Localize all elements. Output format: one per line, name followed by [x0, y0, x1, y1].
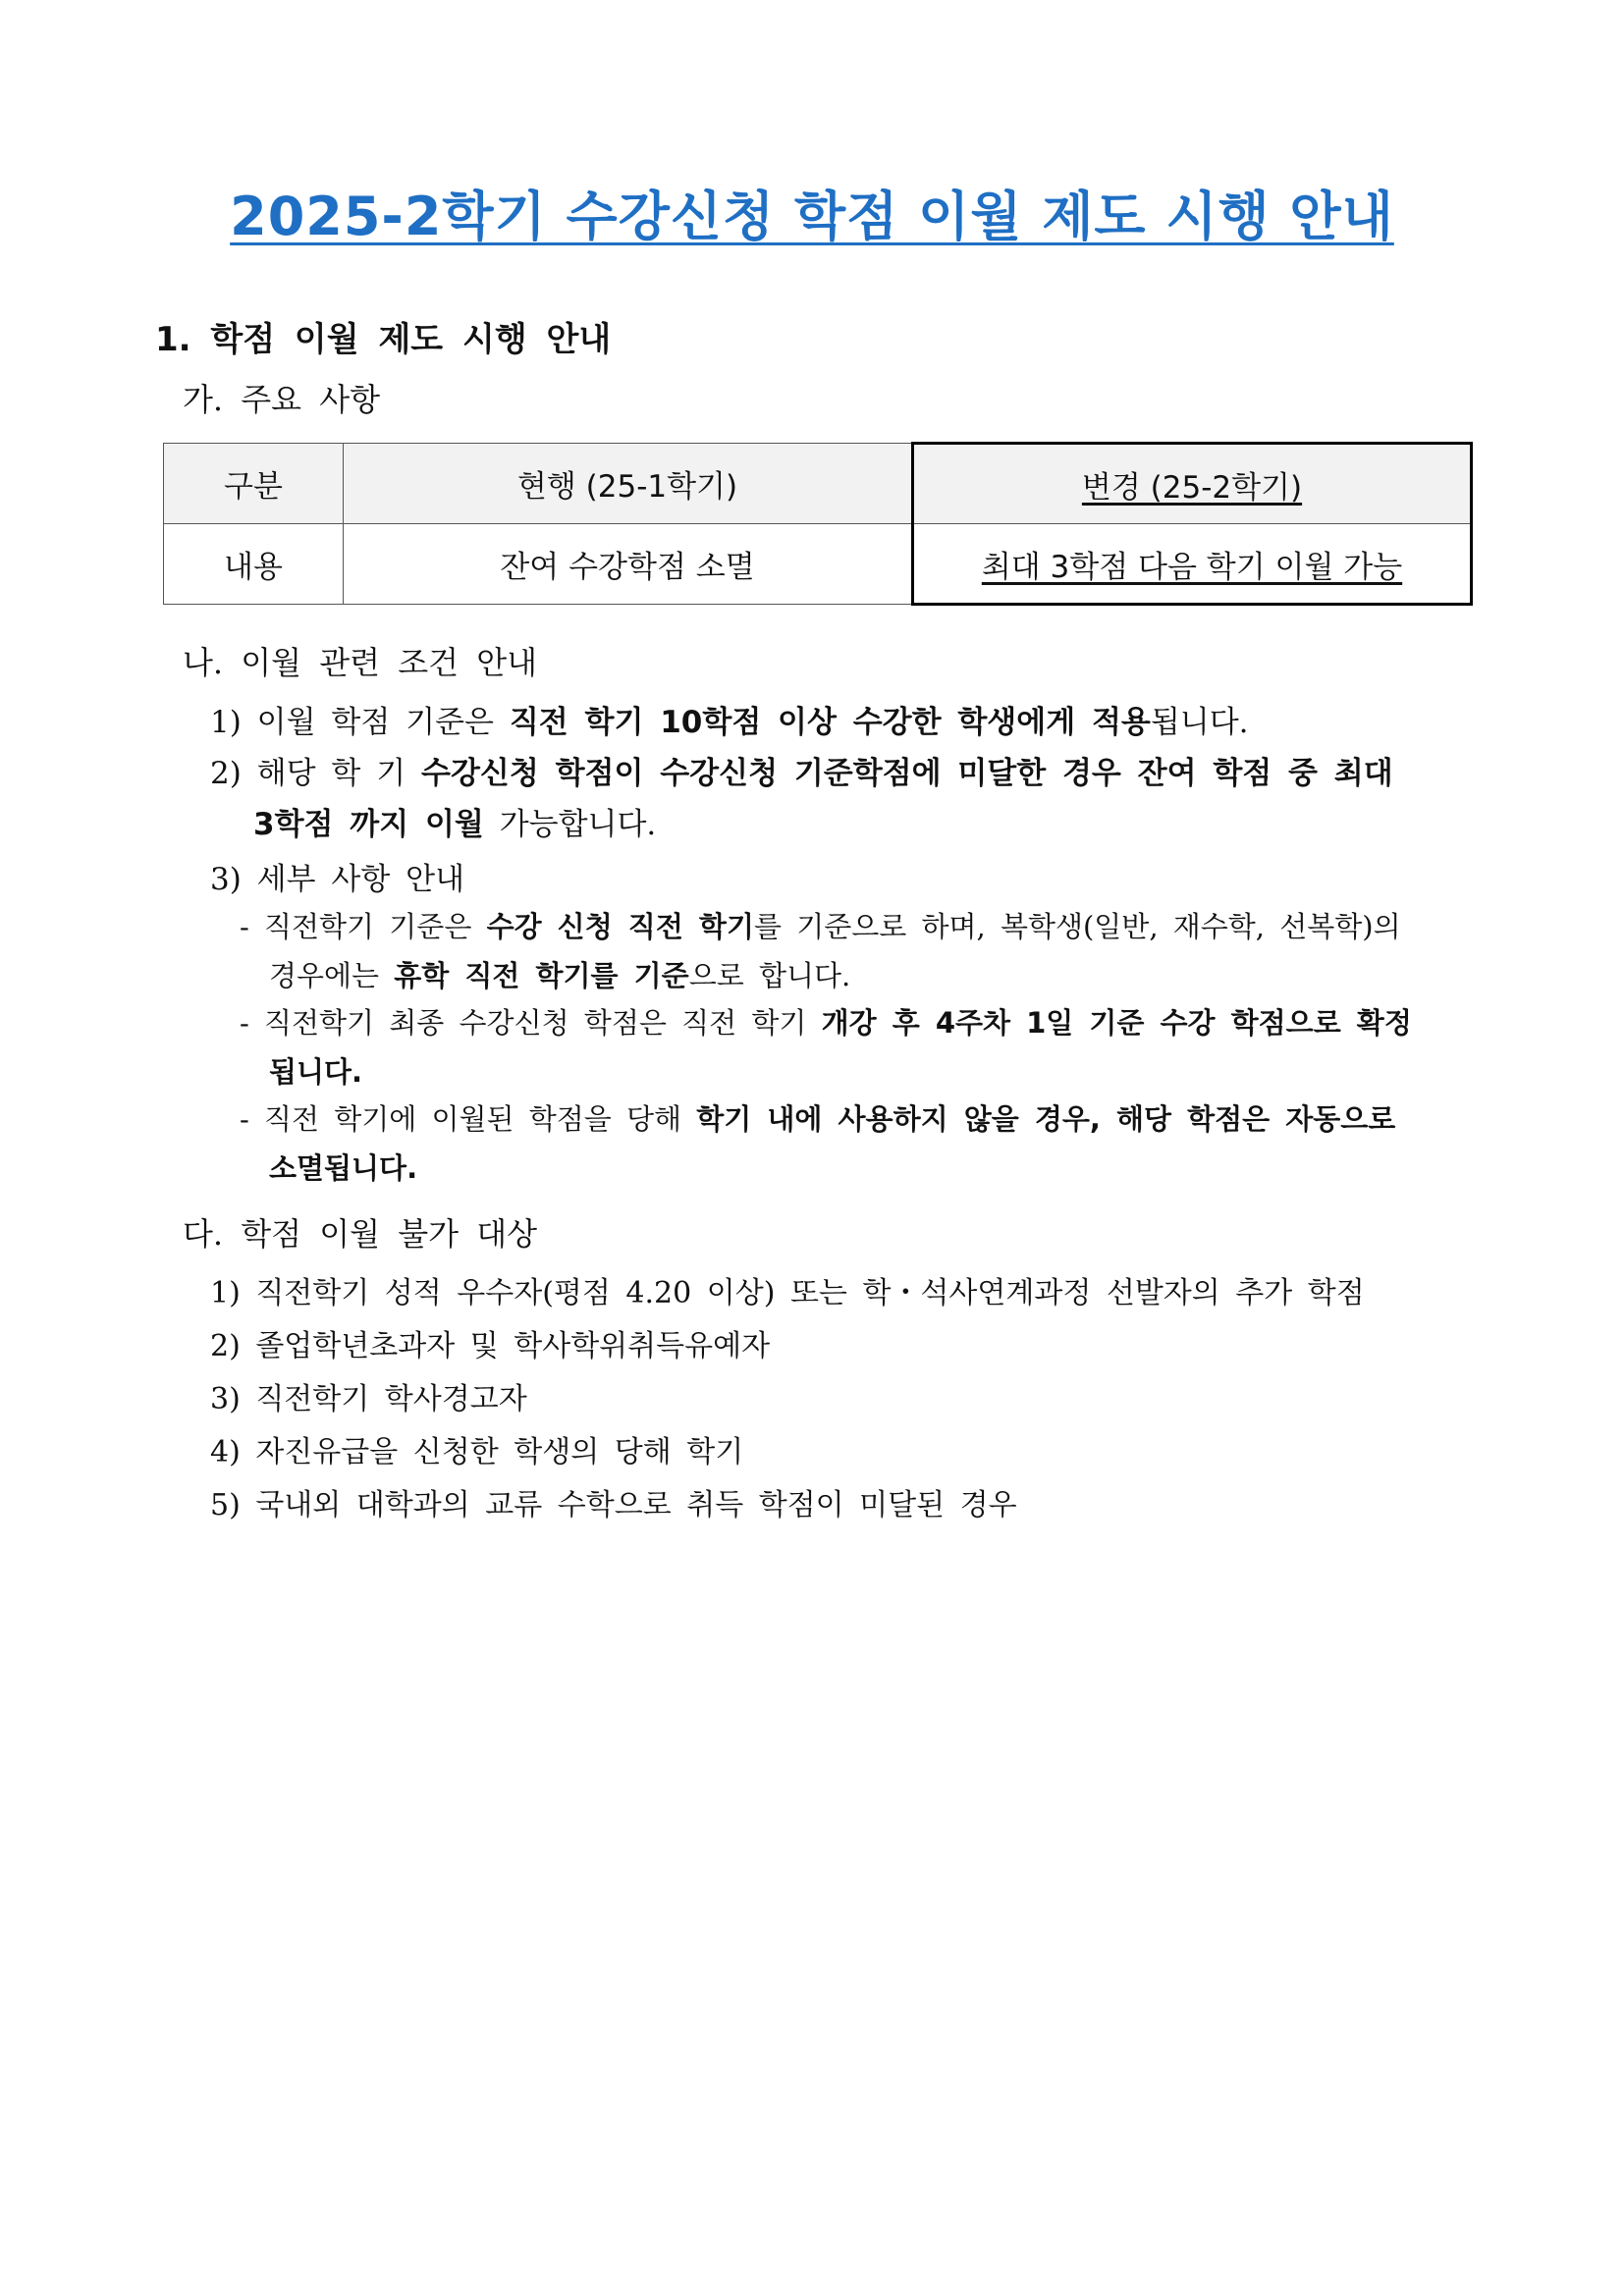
section-heading: 1. 학점 이월 제도 시행 안내	[155, 320, 612, 359]
condition-item-2: 2) 해당 학 기 수강신청 학점이 수강신청 기준학점에 미달한 경우 잔여 학점 중 최대	[210, 756, 1393, 791]
table-row	[164, 524, 1472, 605]
exclusion-item: 3) 직전학기 학사경고자	[210, 1382, 527, 1416]
exclusion-item: 1) 직전학기 성적 우수자(평점 4.20 이상) 또는 학・석사연계과정 선발자의 추가 학점	[210, 1276, 1365, 1310]
detail-item-3: - 직전 학기에 이월된 학점을 당해 학기 내에 사용하지 않을 경우, 해당 학점은 자동으로	[240, 1102, 1396, 1136]
table-header-cell: 현행 (25-1학기)	[344, 444, 913, 524]
subsection-heading-c: 다. 학점 이월 불가 대상	[183, 1215, 538, 1253]
document-title: 2025-2학기 수강신청 학점 이월 제도 시행 안내	[230, 186, 1394, 247]
table-cell: 내용	[164, 524, 344, 605]
subsection-heading-b: 나. 이월 관련 조건 안내	[183, 644, 538, 681]
detail-item-1: - 직전학기 기준은 수강 신청 직전 학기를 기준으로 하며, 복학생(일반, 재수학, 선복학)의	[240, 910, 1401, 943]
condition-item-3: 3) 세부 사항 안내	[210, 862, 465, 897]
table-header-cell-highlighted: 변경 (25-2학기)	[913, 444, 1472, 524]
exclusion-item: 4) 자진유급을 신청한 학생의 당해 학기	[210, 1435, 744, 1469]
condition-item-2-cont: 3학점 까지 이월 가능합니다.	[253, 807, 657, 842]
table-header-row	[164, 444, 1472, 524]
exclusion-item: 2) 졸업학년초과자 및 학사학위취득유예자	[210, 1329, 771, 1363]
table-cell-highlighted: 최대 3학점 다음 학기 이월 가능	[913, 524, 1472, 605]
condition-item-1: 1) 이월 학점 기준은 직전 학기 10학점 이상 수강한 학생에게 적용됩니다.	[210, 705, 1249, 740]
table-cell: 잔여 수강학점 소멸	[344, 524, 913, 605]
detail-item-3-cont: 소멸됩니다.	[269, 1151, 418, 1185]
detail-item-1-cont: 경우에는 휴학 직전 학기를 기준으로 합니다.	[269, 959, 851, 992]
summary-table	[163, 442, 1473, 606]
exclusion-item: 5) 국내외 대학과의 교류 수학으로 취득 학점이 미달된 경우	[210, 1488, 1017, 1522]
detail-item-2-cont: 됩니다.	[269, 1055, 363, 1089]
detail-item-2: - 직전학기 최종 수강신청 학점은 직전 학기 개강 후 4주차 1일 기준 수강 학점으로 확정	[240, 1006, 1412, 1040]
subsection-heading-a: 가. 주요 사항	[183, 381, 381, 418]
table-header-cell: 구분	[164, 444, 344, 524]
